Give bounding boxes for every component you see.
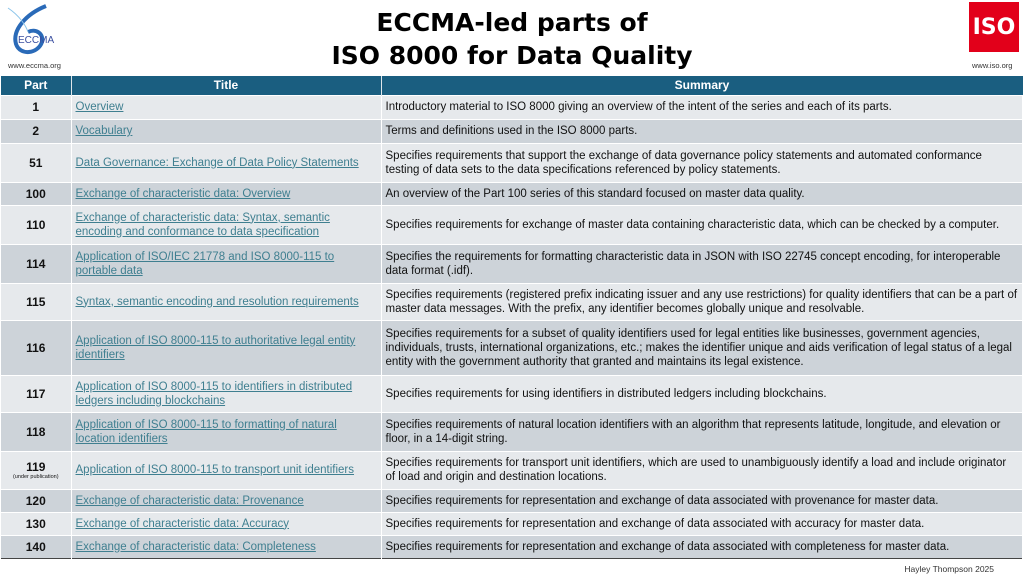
part-summary: Specifies requirements for representation and exchange of data associated with completeness for master data.	[381, 535, 1023, 558]
part-title-link[interactable]: Application of ISO 8000-115 to formatting of natural location identifiers	[75, 418, 337, 445]
part-title-link[interactable]: Application of ISO/IEC 21778 and ISO 8000-115 to portable data	[75, 250, 335, 277]
column-header-part: Part	[1, 76, 71, 95]
eccma-logo	[6, 2, 66, 58]
footer-credit: Hayley Thompson 2025	[904, 564, 994, 574]
part-title-link[interactable]: Overview	[75, 101, 124, 113]
part-summary: Terms and definitions used in the ISO 8000 parts.	[381, 119, 1023, 143]
part-number: 110	[1, 205, 71, 244]
part-title-link[interactable]: Exchange of characteristic data: Provenance	[75, 494, 304, 507]
iso-logo: ISO	[969, 2, 1019, 52]
table-row	[1, 489, 1023, 512]
table-row	[1, 143, 1023, 182]
table-row	[1, 283, 1023, 320]
part-summary: Specifies the requirements for formatting characteristic data in JSON with ISO 22745 concept encoding, for interoperable data format (.idf).	[381, 244, 1023, 283]
part-title-link[interactable]: Application of ISO 8000-115 to transport unit identifiers	[75, 464, 355, 476]
part-summary: Specifies requirements that support the exchange of data governance policy statements and automated conformance testing of data sets to the data specifications referenced by policy statements.	[381, 143, 1023, 182]
table-row	[1, 205, 1023, 244]
part-title-link[interactable]: Exchange of characteristic data: Accuracy	[75, 517, 289, 530]
part-summary: Specifies requirements for exchange of master data containing characteristic data, which can be checked by a computer.	[381, 205, 1023, 244]
part-number: 140	[1, 535, 71, 558]
table-row	[1, 512, 1023, 535]
part-summary: Specifies requirements for representation and exchange of data associated with accuracy for master data.	[381, 512, 1023, 535]
part-number: 1	[1, 95, 71, 119]
table-row	[1, 119, 1023, 143]
table-row	[1, 244, 1023, 283]
part-title-link[interactable]: Vocabulary	[75, 125, 133, 137]
part-number: 2	[1, 119, 71, 143]
part-summary: Specifies requirements for transport unit identifiers, which are used to unambiguously identify a load and include originator of load and origin and destination locations.	[381, 451, 1023, 489]
part-title-link[interactable]: Syntax, semantic encoding and resolution requirements	[75, 295, 359, 308]
part-summary: Specifies requirements (registered prefix indicating issuer and any use restrictions) for quality identifiers that can be a part of master data messages. With the prefix, any identifier becomes globally unique and resolvable.	[381, 283, 1023, 320]
part-summary: An overview of the Part 100 series of this standard focused on master data quality.	[381, 182, 1023, 205]
part-summary: Introductory material to ISO 8000 giving an overview of the intent of the series and each of its parts.	[381, 95, 1023, 119]
part-number: 116	[1, 320, 71, 375]
svg-text:ECCMA: ECCMA	[18, 35, 55, 46]
table-row	[1, 182, 1023, 205]
part-summary: Specifies requirements of natural location identifiers with an algorithm that represents latitude, longitude, and elevation or floor, in a 14-digit string.	[381, 412, 1023, 451]
table-row	[1, 320, 1023, 375]
iso8000-parts-table	[1, 76, 1023, 559]
column-header-summary: Summary	[381, 76, 1023, 95]
part-number: 100	[1, 182, 71, 205]
part-number: 115	[1, 283, 71, 320]
part-number: 51	[1, 143, 71, 182]
table-row	[1, 375, 1023, 412]
part-title-link[interactable]: Exchange of characteristic data: Syntax, semantic encoding and conformance to data specification	[75, 211, 330, 238]
part-summary: Specifies requirements for using identifiers in distributed ledgers including blockchains.	[381, 375, 1023, 412]
table-row	[1, 412, 1023, 451]
part-number: 119 (under publication)	[1, 451, 71, 489]
part-number: 118	[1, 412, 71, 451]
table-row	[1, 535, 1023, 558]
part-number: 120	[1, 489, 71, 512]
part-summary: Specifies requirements for a subset of quality identifiers used for legal entities like businesses, government agencies, individuals, trusts, international organizations, etc.; makes the identifier unique and aids verification of legal status of a legal entity with the government authority that granted and maintains its legal existence.	[381, 320, 1023, 375]
eccma-url[interactable]: www.eccma.org	[8, 61, 61, 70]
part-title-link[interactable]: Application of ISO 8000-115 to identifiers in distributed ledgers including blockchains	[75, 380, 353, 407]
part-number: 114	[1, 244, 71, 283]
part-number: 117	[1, 375, 71, 412]
part-title-link[interactable]: Application of ISO 8000-115 to authoritative legal entity identifiers	[75, 334, 356, 361]
part-title-link[interactable]: Data Governance: Exchange of Data Policy Statements	[75, 156, 359, 169]
column-header-title: Title	[71, 76, 381, 95]
table-row	[1, 451, 1023, 489]
page-title: ECCMA-led parts of ISO 8000 for Data Quality	[331, 8, 693, 70]
part-note: (under publication)	[12, 473, 59, 480]
part-title-link[interactable]: Exchange of characteristic data: Completeness	[75, 540, 316, 553]
part-number: 130	[1, 512, 71, 535]
iso-url[interactable]: www.iso.org	[972, 61, 1013, 70]
part-summary: Specifies requirements for representation and exchange of data associated with provenance for master data.	[381, 489, 1023, 512]
table-row	[1, 95, 1023, 119]
part-title-link[interactable]: Exchange of characteristic data: Overview	[75, 187, 291, 200]
